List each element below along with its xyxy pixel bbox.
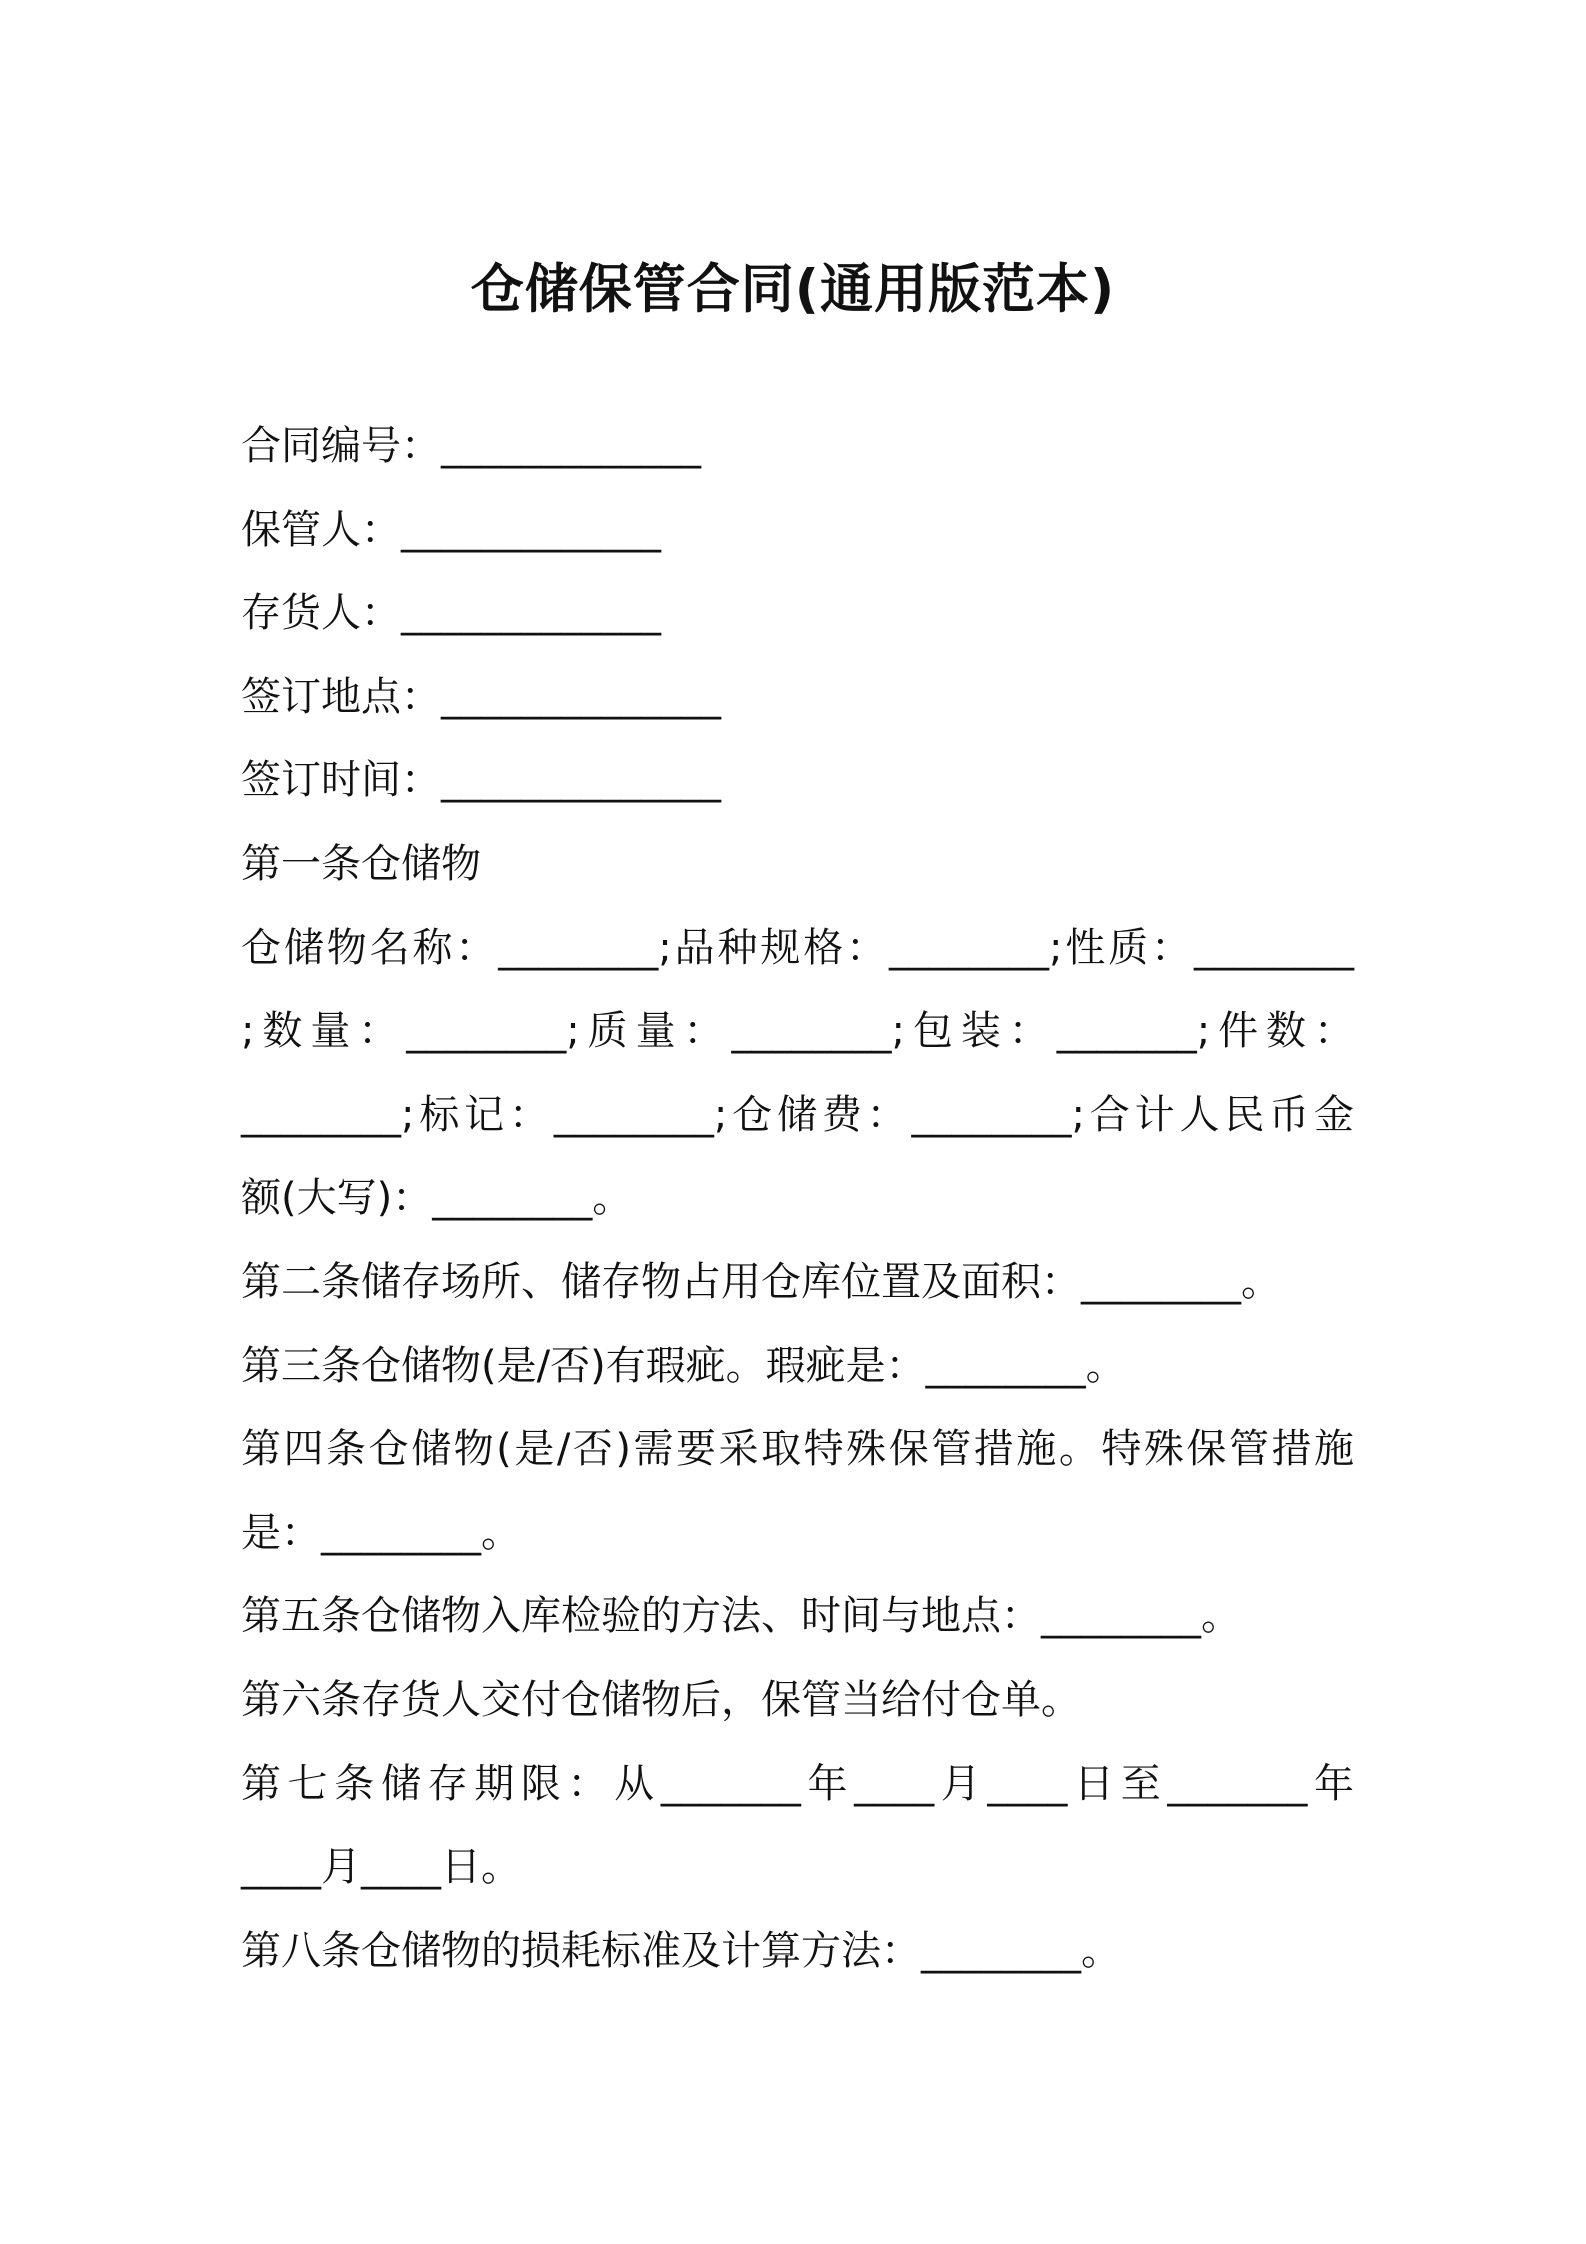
article-3-text: 第三条仓储物(是/否)有瑕疵。瑕疵是：________。 bbox=[241, 1342, 1126, 1389]
article-8-text: 第八条仓储物的损耗标准及计算方法：________。 bbox=[241, 1927, 1121, 1974]
contract-number-line: 合同编号：_____________ bbox=[241, 423, 701, 469]
custodian-line: 保管人：_____________ bbox=[241, 506, 661, 553]
depositor-line: 存货人：_____________ bbox=[241, 590, 661, 637]
signing-time-line: 签订时间：______________ bbox=[241, 757, 721, 804]
article-4-text: 是：________。 bbox=[241, 1509, 521, 1556]
article-7-text: 第七条储存期限：从_______年____月____日至_______年 bbox=[241, 1760, 1354, 1807]
article-1-text: ;数量：________;质量：________;包装：_______;件数： bbox=[241, 1008, 1354, 1055]
article-2-text: 第二条储存场所、储存物占用仓库位置及面积：________。 bbox=[241, 1258, 1281, 1305]
article-4-text: 第四条仓储物(是/否)需要采取特殊保管措施。特殊保管措施 bbox=[241, 1426, 1354, 1473]
article-1-heading: 第一条仓储物 bbox=[241, 840, 481, 887]
article-1-text: ________;标记：________;仓储费：________;合计人民币金 bbox=[241, 1091, 1354, 1138]
article-5-text: 第五条仓储物入库检验的方法、时间与地点：________。 bbox=[241, 1593, 1241, 1640]
document-title: 仓储保管合同(通用版范本) bbox=[470, 259, 1116, 320]
article-1-text: 额(大写)：________。 bbox=[241, 1175, 633, 1222]
signing-place-line: 签订地点：______________ bbox=[241, 673, 721, 720]
article-7-text: ____月____日。 bbox=[241, 1844, 521, 1891]
article-6-text: 第六条存货人交付仓储物后，保管当给付仓单。 bbox=[241, 1676, 1081, 1723]
document-body bbox=[241, 405, 1361, 1993]
article-1-text: 仓储物名称：________;品种规格：________;性质：________ bbox=[241, 924, 1354, 971]
